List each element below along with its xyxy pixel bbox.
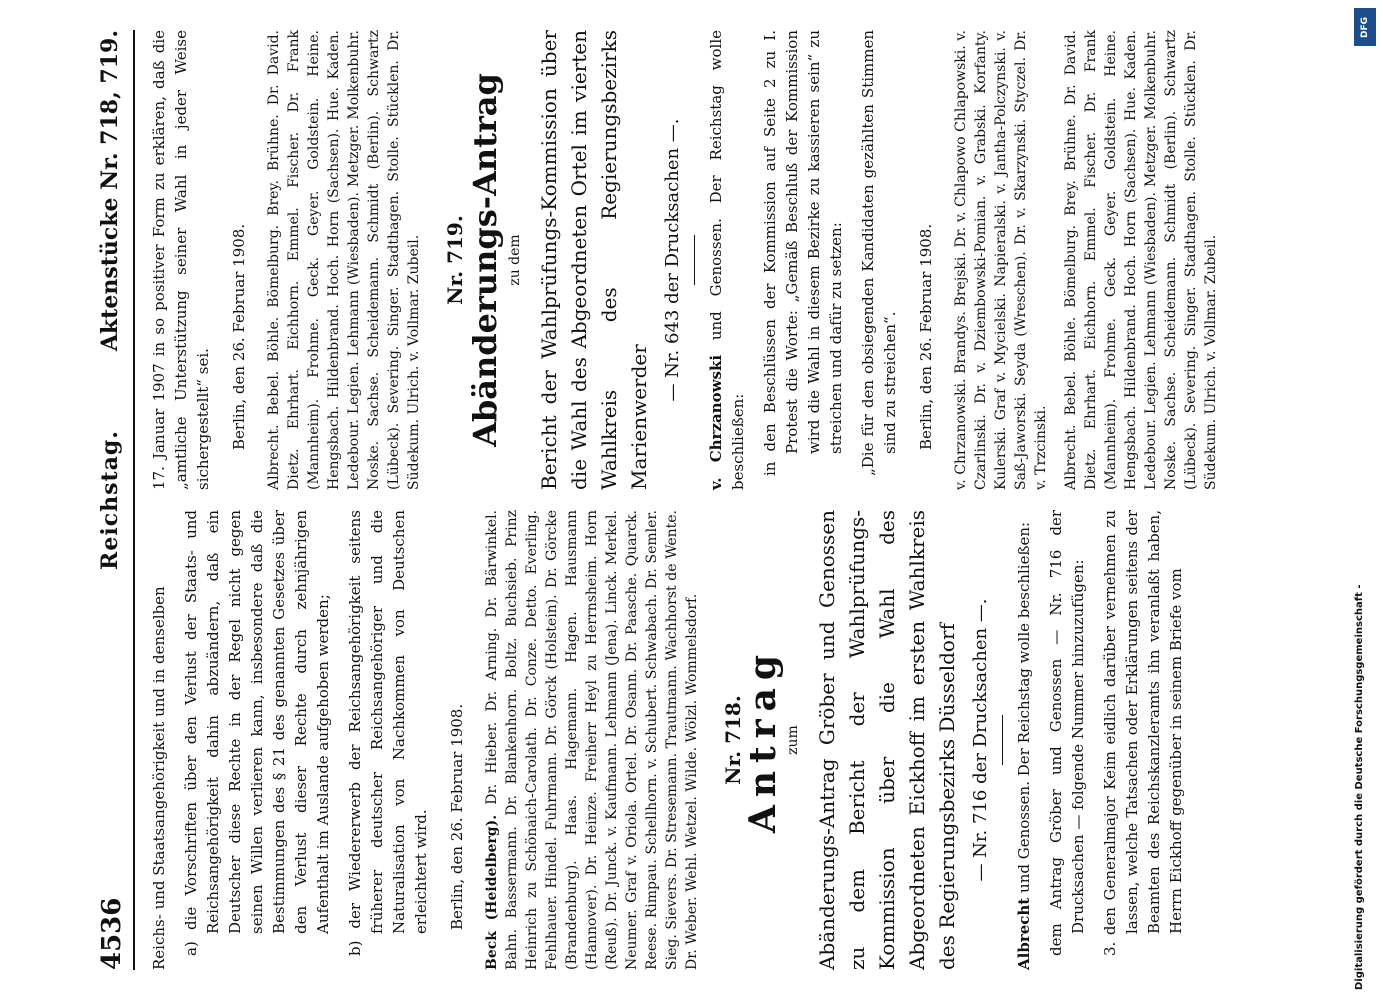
document-number: Nr. 719. bbox=[443, 215, 467, 305]
preposition: zum bbox=[785, 725, 801, 755]
document-title: Bericht der Wahlprüfungs-Kommission über die Wahl des Abgeordneten Ortel im vierten Wahlkreis des Regierungsbezirks Marienwerder bbox=[537, 30, 651, 490]
digitization-bar bbox=[1350, 0, 1383, 1000]
page-header bbox=[93, 30, 135, 970]
dfg-logo: DFG bbox=[1354, 8, 1376, 46]
header-document: Aktenstücke Nr. 718, 719. bbox=[97, 30, 123, 352]
signatory-list: v. Chrzanowski. Brandys. Brejski. Dr. v. Chlapowo Chlapowski. v. Czarlinski. Dr. v. Dziembowski-Pomian. v. Grabski. Korfanty. Kulerski. Graf v. Mycielski. Napieralski. v. Jantha-Polczynski. v. Saß-Jaworski. Seyda (Wreschen). Dr. v. Skarzynski. Styczel. Dr. v. Trzcinski. bbox=[953, 30, 1049, 490]
mover-name: Albrecht bbox=[1015, 897, 1033, 970]
motion-text: und Genossen. Der Reichstag wolle beschließen: bbox=[707, 30, 747, 490]
paragraph: Reichs- und Staatsangehörigkeit und in denselben bbox=[150, 586, 168, 970]
mover-name: v. Chrzanowski bbox=[707, 354, 725, 490]
divider bbox=[1002, 715, 1003, 765]
document-type: Abänderungs-Antrag bbox=[466, 73, 504, 447]
document-number: Nr. 718. bbox=[721, 695, 745, 785]
left-column bbox=[148, 510, 1197, 970]
paragraph-a: a) die Vorschriften über den Verlust der Staats- und Reichsangehörigkeit dahin abzuändern, daß ein Deutscher diese Rechte in der Regel nicht gegen seinen Willen verlieren kann, insbesondere daß die Bestimmungen des § 21 des genannten Gesetzes über den Verlust dieser Rechte durch zehnjährigen Aufenthalt im Auslande aufgehoben werden; bbox=[182, 510, 332, 956]
signatories bbox=[482, 510, 702, 970]
digitization-notice: Digitalisierung gefördert durch die Deutsche Forschungsgemeinschaft - bbox=[1354, 584, 1365, 990]
page-number: 4536 bbox=[97, 897, 127, 970]
signatory-lead: Beck (Heidelberg). bbox=[484, 814, 500, 970]
right-column bbox=[148, 30, 1231, 490]
motion-text: und Genossen. Der Reichstag wolle beschließen: bbox=[1015, 521, 1033, 893]
divider bbox=[694, 235, 695, 285]
date-line: Berlin, den 26. Februar 1908. bbox=[448, 703, 466, 930]
document-title: Abänderungs-Antrag Gröber und Genossen zu dem Bericht der Wahlprüfungs-Kommission über die Wahl des Abgeordneten Eickhoff im ersten Wahlkreis des Regierungsbezirks Düsseldorf bbox=[815, 510, 959, 970]
printed-sheet bbox=[53, 0, 1219, 1000]
signatory-list: Dr. Hieber. Dr. Arning. Dr. Bärwinkel. Bahn. Bassermann. Dr. Blankenhorn. Boltz. Buchsieb. Prinz Heinrich zu Schönaich-Carolath. Dr. Conze. Detto. Everling. Fehlhauer. Hindel. Fuhrmann. Dr. Görck (Holstein). Dr. Görcke (Brandenburg). Haas. Hagemann. Hagen. Hausmann (Hannover). Dr. Heinze. Freiherr Heyl zu Herrnsheim. Horn (Reuß). Dr. Junck. v. Kaufmann. Lehmann (Jena). Linck. Merkel. Neumer. Graf v. Oriola. Ortel. Dr. Osann. Dr. Paasche. Quarck. Reese. Rimpau. Schellhorn. v. Schubert. Schwabach. Dr. Semler. Sieg. Sievers. Dr. Stresemann. Trautmann. Wachhorst de Wente. Dr. Weber. Wehl. Wetzel. Wilde. Wölzl. Wommelsdorf. bbox=[484, 510, 700, 970]
motion bbox=[1013, 510, 1035, 970]
preposition: zu dem bbox=[507, 234, 523, 286]
signatory-list: Albrecht. Bebel. Böhle. Bömelburg. Brey. Brühne. Dr. David. Dietz. Ehrhart. Eichhorn. Emmel. Fischer. Dr. Frank (Mannheim). Frohme. Geck. Geyer. Goldstein. Heine. Hengsbach. Hildenbrand. Hoch. Horn (Sachsen). Hue. Kaden. Ledebour. Legien. Lehmann (Wiesbaden). Metzger. Molkenbuhr. Noske. Sachse. Scheidemann. Schmidt (Berlin). Schwartz (Lübeck). Severing. Singer. Stadthagen. Stolle. Stücklen. Dr. Südekum. Ulrich. v. Vollmar. Zubeil. bbox=[266, 30, 422, 490]
paragraph: 17. Januar 1907 in so positiver Form zu erklären, daß die „amtliche Unterstützung seiner Wahl in jeder Weise sichergestellt“ sei. bbox=[150, 30, 212, 490]
motion-item: dem Antrag Gröber und Genossen — Nr. 716 der Drucksachen — folgende Nummer hinzuzufügen: bbox=[1047, 510, 1087, 956]
quote: „Die für den obsiegenden Kandidaten gezählten Stimmen sind zu streichen“. bbox=[859, 30, 899, 476]
signatory-list: Albrecht. Bebel. Böhle. Bömelburg. Brey. Brühne. Dr. David. Dietz. Ehrhart. Eichhorn. Emmel. Fischer. Dr. Frank (Mannheim). Frohme. Geck. Geyer. Goldstein. Heine. Hengsbach. Hildenbrand. Hoch. Horn (Sachsen). Hue. Kaden. Ledebour. Legien. Lehmann (Wiesbaden). Metzger. Molkenbuhr. Noske. Sachse. Scheidemann. Schmidt (Berlin). Schwartz (Lübeck). Severing. Singer. Stadthagen. Stolle. Stücklen. Dr. Südekum. Ulrich. v. Vollmar. Zubeil. bbox=[1063, 30, 1219, 490]
motion-item-3: 3. den Generalmajor Keim eidlich darüber vernehmen zu lassen, welche Tatsachen oder Erklärungen seitens der Beamten des Reichskanzleramts ihn veranlaßt haben, Herrn Eickhoff gegenüber in seinem Briefe vom bbox=[1101, 510, 1185, 956]
date-line: Berlin, den 26. Februar 1908. bbox=[917, 223, 935, 450]
drucksachen-ref: — Nr. 716 der Drucksachen —. bbox=[970, 598, 991, 882]
header-title: Reichstag. bbox=[97, 430, 123, 570]
paragraph-b: b) der Wiedererwerb der Reichsangehörigkeit seitens früherer deutscher Reichsangehöriger und die Naturalisation von Nachkommen von Deutschen erleichtert wird. bbox=[346, 510, 430, 956]
drucksachen-ref: — Nr. 643 der Drucksachen —. bbox=[662, 118, 683, 402]
document-type: Antrag bbox=[742, 646, 784, 834]
date-line: Berlin, den 26. Februar 1908. bbox=[230, 223, 248, 450]
motion bbox=[705, 30, 749, 490]
motion-item: in den Beschlüssen der Kommission auf Seite 2 zu I. Protest die Worte: „Gemäß Beschluß der Kommission wird die Wahl in diesem Bezirke zu kassieren sein“ zu streichen und dafür zu setzen: bbox=[761, 30, 845, 476]
